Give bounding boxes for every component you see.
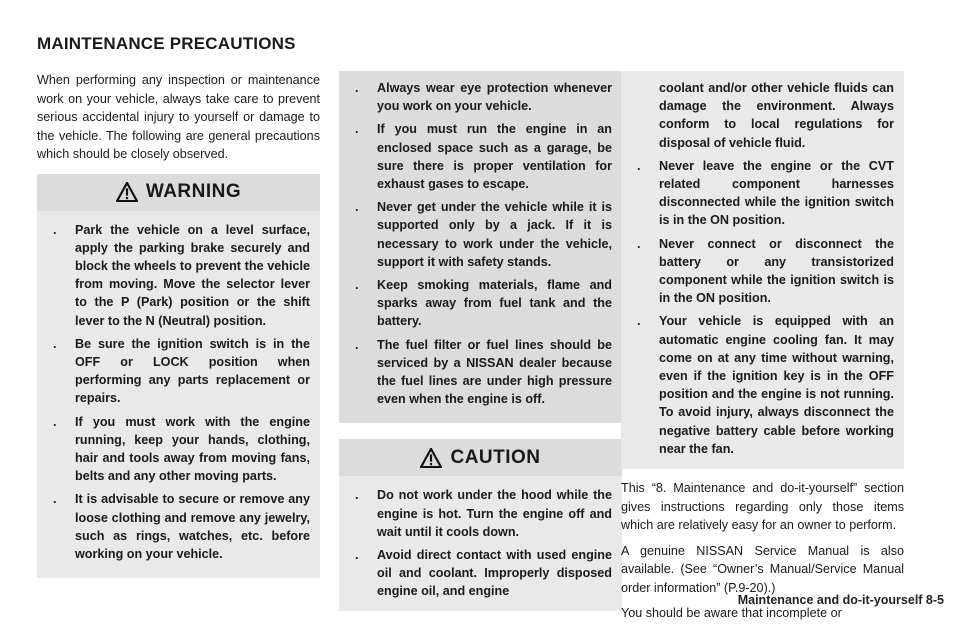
caution-continued-text: coolant and/or other vehicle fluids can damage the environment. Always conform to local regulations for disposal of vehicle fluid. (659, 81, 894, 150)
warning-item (349, 336, 612, 409)
caution-item-text: Avoid direct contact with used engine oil and coolant. Improperly disposed engine oil, and engine (377, 548, 612, 599)
bullet: . (637, 158, 641, 173)
column-3 (621, 71, 904, 630)
bullet: . (53, 492, 57, 507)
caution-body (339, 476, 622, 610)
warning-item-text: Keep smoking materials, flame and sparks away from fuel tank and the battery. (377, 278, 612, 329)
caution-item-text: Never connect or disconnect the battery or any transistorized component while the ignition switch is in the ON position. (659, 236, 894, 306)
page-footer: Maintenance and do-it-yourself 8-5 (737, 593, 944, 607)
caution-box (339, 439, 622, 610)
warning-box (37, 174, 320, 579)
bullet: . (53, 222, 57, 237)
bullet: . (355, 81, 359, 95)
caution-item (349, 546, 612, 601)
bullet: . (53, 336, 57, 351)
warning-item-text: Park the vehicle on a level surface, apply the parking brake securely and block the wheels to prevent the vehicle from moving. Move the selector lever to the P (Park) position or the shift lever to the N (Neutral) position. (75, 222, 310, 328)
bullet: . (355, 200, 359, 215)
caution-icon (420, 448, 442, 468)
bullet: . (355, 122, 359, 137)
column-1 (37, 71, 320, 578)
warning-continued-box (339, 71, 622, 423)
bullet: . (637, 236, 641, 251)
caution-item (631, 235, 894, 308)
body-paragraph: This “8. Maintenance and do-it-yourself” section gives instructions regarding only those items which are relatively easy for an owner to perform. (621, 481, 904, 533)
warning-item (47, 335, 310, 408)
warning-item-text: It is advisable to secure or remove any loose clothing and remove any jewelry, such as rings, watches, etc. before working on your vehicle. (75, 492, 310, 561)
warning-item-text: The fuel filter or fuel lines should be serviced by a NISSAN dealer because the fuel lines are under high pressure even when the engine is off. (377, 337, 612, 407)
warning-item (349, 198, 612, 271)
warning-item-text: If you must work with the engine running, keep your hands, clothing, hair and tools away from moving fans, belts and any other moving parts. (75, 414, 310, 484)
bullet: . (355, 548, 359, 563)
page-title: MAINTENANCE PRECAUTIONS (37, 34, 296, 53)
warning-title: WARNING (145, 181, 242, 202)
caution-header (339, 439, 622, 476)
warning-icon (116, 182, 138, 202)
caution-item (349, 486, 612, 541)
warning-item-text: Be sure the ignition switch is in the OFF or LOCK position when performing any parts replacement or repairs. (75, 336, 310, 406)
caution-item-text: Never leave the engine or the CVT related component harnesses disconnected while the ignition switch is in the ON position. (659, 158, 894, 228)
caution-item (631, 312, 894, 458)
body-paragraph: A genuine NISSAN Service Manual is also available. (See “Owner’s Manual/Service Manual order information” (P.9-20).) (621, 543, 904, 595)
warning-body (37, 211, 320, 579)
bullet: . (355, 337, 359, 352)
warning-item (47, 490, 310, 563)
warning-item (349, 79, 612, 115)
warning-item (349, 276, 612, 331)
warning-header (37, 174, 320, 211)
bullet: . (355, 278, 359, 293)
warning-item (47, 413, 310, 486)
warning-item (349, 120, 612, 193)
intro-paragraph: When performing any inspection or maintenance work on your vehicle, always take care to prevent serious accidental injury to yourself or damage to the vehicle. The following are general precautions which should be closely observed. (37, 73, 320, 161)
column-2 (339, 71, 622, 611)
warning-item-text: Never get under the vehicle while it is supported only by a jack. If it is necessary to work under the vehicle, support it with safety stands. (377, 200, 612, 269)
warning-item-text: If you must run the engine in an enclosed space such as a garage, be sure there is proper ventilation for exhaust gases to escape. (377, 122, 612, 192)
bullet: . (637, 314, 641, 329)
caution-item-text: Your vehicle is equipped with an automatic engine cooling fan. It may come on at any time without warning, even if the ignition key is in the OFF position and the engine is not running. To avoid injury, always disconnect the negative battery cable before working near the fan. (659, 314, 894, 456)
bullet: . (355, 488, 359, 503)
caution-title: CAUTION (450, 446, 541, 468)
warning-item (47, 221, 310, 330)
bullet: . (53, 414, 57, 429)
warning-item-text: Always wear eye protection whenever you work on your vehicle. (377, 81, 612, 114)
caution-item (631, 157, 894, 230)
caution-item-text: Do not work under the hood while the engine is hot. Turn the engine off and wait until it cools down. (377, 488, 612, 539)
caution-continued-box (621, 71, 904, 469)
body-paragraph: You should be aware that incomplete or (621, 606, 842, 621)
